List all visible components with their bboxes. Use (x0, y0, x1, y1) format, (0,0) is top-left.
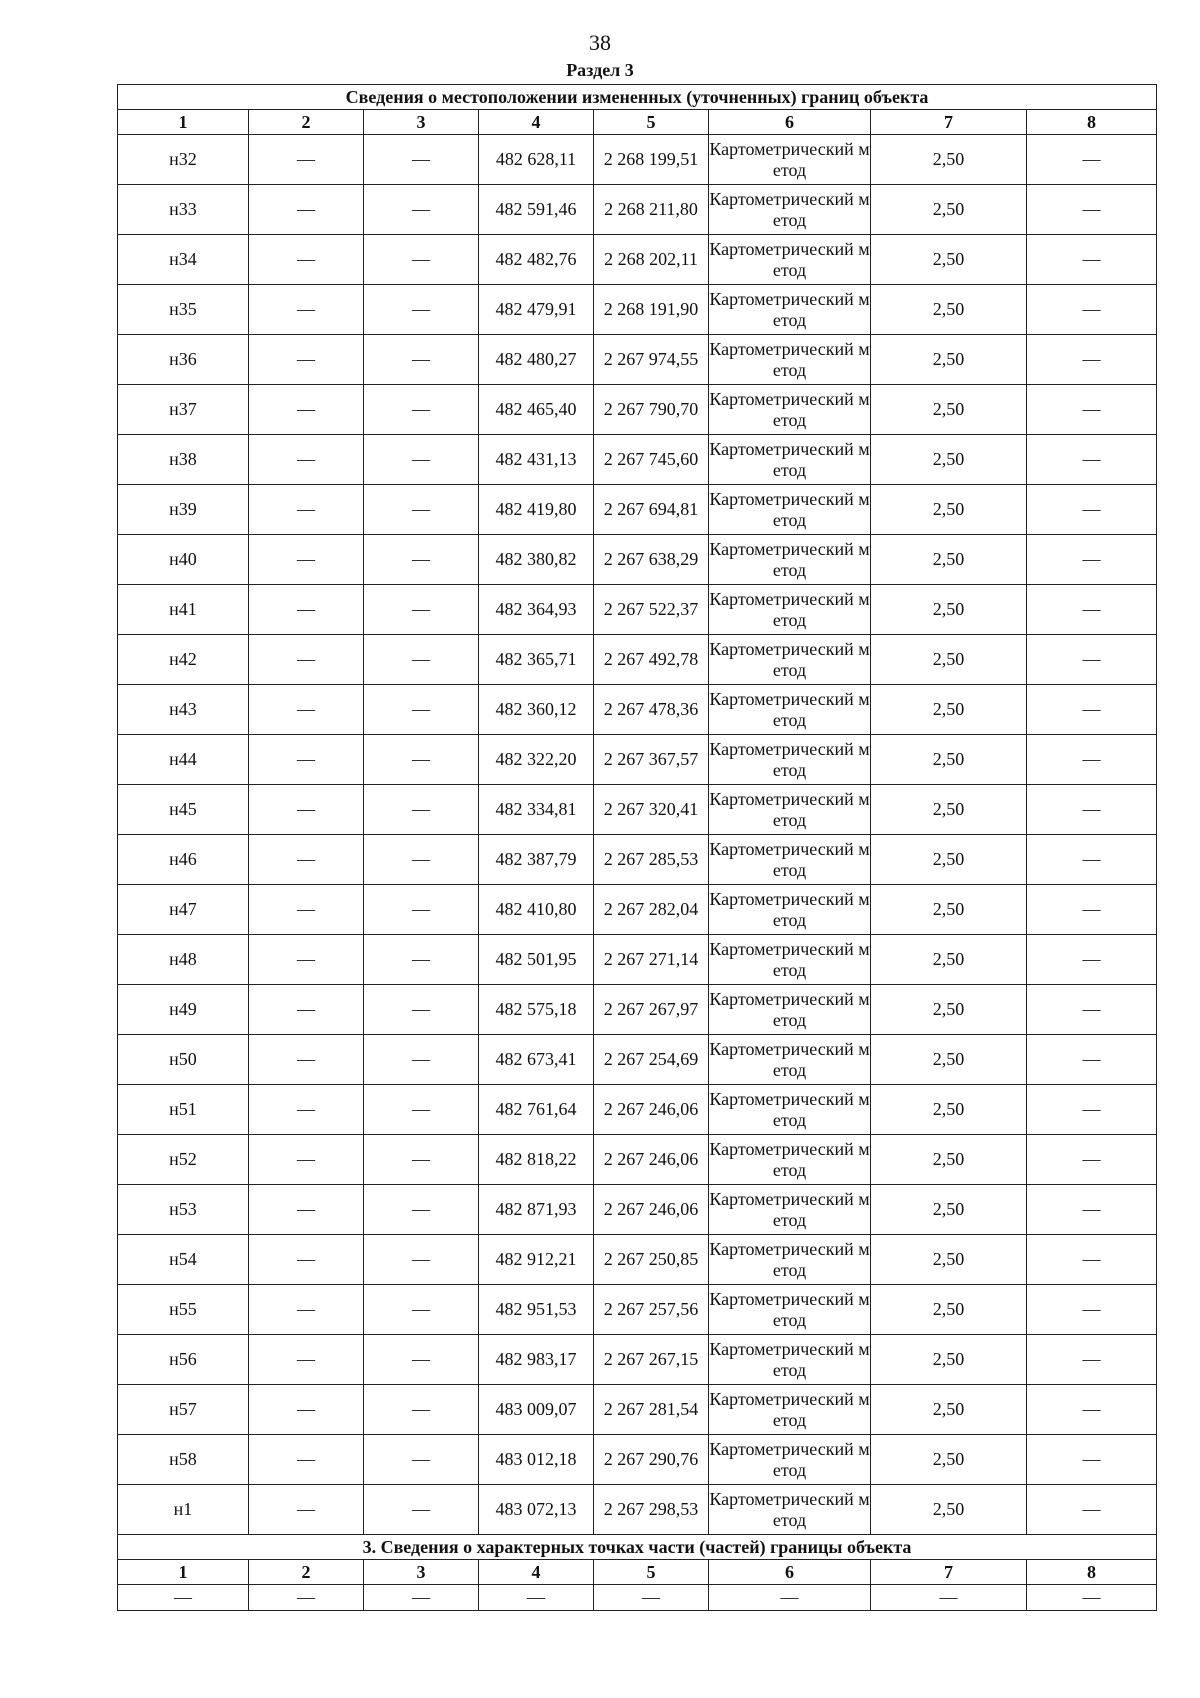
column-header: 5 (594, 1560, 709, 1585)
method-cell: Картометрический метод (709, 585, 871, 635)
page-number: 38 (589, 30, 611, 55)
table-row (118, 785, 1157, 835)
column-header: 7 (871, 110, 1027, 135)
table-row (118, 635, 1157, 685)
x-coordinate-cell: 483 009,07 (479, 1385, 594, 1435)
x-coordinate-cell: 482 365,71 (479, 635, 594, 685)
method-cell: Картометрический метод (709, 635, 871, 685)
accuracy-cell: 2,50 (871, 535, 1027, 585)
y-coordinate-cell: 2 267 790,70 (594, 385, 709, 435)
empty-cell: — (249, 585, 364, 635)
empty-cell: — (364, 1485, 479, 1535)
accuracy-cell: 2,50 (871, 1285, 1027, 1335)
empty-cell: — (364, 585, 479, 635)
y-coordinate-cell: 2 267 367,57 (594, 735, 709, 785)
y-coordinate-cell: 2 267 290,76 (594, 1435, 709, 1485)
empty-cell: — (871, 1585, 1027, 1611)
empty-cell: — (249, 335, 364, 385)
x-coordinate-cell: 482 983,17 (479, 1335, 594, 1385)
method-cell: Картометрический метод (709, 285, 871, 335)
method-cell: Картометрический метод (709, 785, 871, 835)
method-cell: Картометрический метод (709, 985, 871, 1035)
accuracy-cell: 2,50 (871, 1435, 1027, 1485)
footer-column-header-row (118, 1560, 1157, 1585)
method-cell: Картометрический метод (709, 835, 871, 885)
empty-cell: — (1027, 735, 1157, 785)
empty-cell: — (249, 1085, 364, 1135)
point-cell: н43 (118, 685, 249, 735)
column-header: 1 (118, 110, 249, 135)
accuracy-cell: 2,50 (871, 335, 1027, 385)
empty-cell: — (249, 135, 364, 185)
empty-cell: — (364, 835, 479, 885)
empty-cell: — (249, 1235, 364, 1285)
x-coordinate-cell: 482 334,81 (479, 785, 594, 835)
point-cell: н36 (118, 335, 249, 385)
empty-cell: — (249, 1385, 364, 1435)
point-cell: н48 (118, 935, 249, 985)
empty-cell: — (364, 885, 479, 935)
y-coordinate-cell: 2 268 191,90 (594, 285, 709, 335)
empty-cell: — (364, 185, 479, 235)
table-row (118, 685, 1157, 735)
y-coordinate-cell: 2 267 745,60 (594, 435, 709, 485)
empty-cell: — (249, 1335, 364, 1385)
point-cell: н40 (118, 535, 249, 585)
method-cell: Картометрический метод (709, 1485, 871, 1535)
point-cell: н34 (118, 235, 249, 285)
empty-cell: — (364, 1085, 479, 1135)
method-cell: Картометрический метод (709, 1085, 871, 1135)
method-cell: Картометрический метод (709, 1185, 871, 1235)
x-coordinate-cell: 482 951,53 (479, 1285, 594, 1335)
x-coordinate-cell: 482 431,13 (479, 435, 594, 485)
y-coordinate-cell: 2 267 298,53 (594, 1485, 709, 1535)
column-header: 6 (709, 1560, 871, 1585)
x-coordinate-cell: 482 482,76 (479, 235, 594, 285)
table-row (118, 285, 1157, 335)
point-cell: н58 (118, 1435, 249, 1485)
empty-cell: — (249, 685, 364, 735)
table-row (118, 1485, 1157, 1535)
empty-cell: — (1027, 285, 1157, 335)
empty-cell: — (249, 935, 364, 985)
empty-cell: — (1027, 635, 1157, 685)
y-coordinate-cell: 2 267 246,06 (594, 1085, 709, 1135)
x-coordinate-cell: 482 322,20 (479, 735, 594, 785)
x-coordinate-cell: 482 479,91 (479, 285, 594, 335)
table-row (118, 1585, 1157, 1611)
empty-cell: — (1027, 1435, 1157, 1485)
accuracy-cell: 2,50 (871, 885, 1027, 935)
empty-cell: — (1027, 1235, 1157, 1285)
method-cell: Картометрический метод (709, 1335, 871, 1385)
empty-cell: — (364, 1435, 479, 1485)
empty-cell: — (364, 1385, 479, 1435)
column-header: 4 (479, 1560, 594, 1585)
empty-cell: — (249, 235, 364, 285)
empty-cell: — (1027, 385, 1157, 435)
x-coordinate-cell: 482 364,93 (479, 585, 594, 635)
accuracy-cell: 2,50 (871, 1485, 1027, 1535)
empty-cell: — (1027, 135, 1157, 185)
empty-cell: — (364, 1235, 479, 1285)
empty-cell: — (249, 635, 364, 685)
y-coordinate-cell: 2 267 285,53 (594, 835, 709, 885)
method-cell: Картометрический метод (709, 1235, 871, 1285)
accuracy-cell: 2,50 (871, 285, 1027, 335)
empty-cell: — (364, 135, 479, 185)
method-cell: Картометрический метод (709, 385, 871, 435)
y-coordinate-cell: 2 268 202,11 (594, 235, 709, 285)
y-coordinate-cell: 2 267 974,55 (594, 335, 709, 385)
empty-cell: — (364, 535, 479, 585)
table-row (118, 935, 1157, 985)
empty-cell: — (1027, 685, 1157, 735)
accuracy-cell: 2,50 (871, 785, 1027, 835)
point-cell: н37 (118, 385, 249, 435)
y-coordinate-cell: 2 267 638,29 (594, 535, 709, 585)
empty-cell: — (1027, 985, 1157, 1035)
point-cell: н54 (118, 1235, 249, 1285)
x-coordinate-cell: 483 072,13 (479, 1485, 594, 1535)
accuracy-cell: 2,50 (871, 235, 1027, 285)
table-row (118, 1035, 1157, 1085)
x-coordinate-cell: 482 360,12 (479, 685, 594, 735)
empty-cell: — (249, 535, 364, 585)
y-coordinate-cell: 2 268 211,80 (594, 185, 709, 235)
point-cell: н52 (118, 1135, 249, 1185)
accuracy-cell: 2,50 (871, 1085, 1027, 1135)
table-title: Сведения о местоположении измененных (уточненных) границ объекта (118, 85, 1157, 110)
empty-cell: — (1027, 835, 1157, 885)
x-coordinate-cell: 482 419,80 (479, 485, 594, 535)
empty-cell: — (1027, 335, 1157, 385)
y-coordinate-cell: 2 267 267,15 (594, 1335, 709, 1385)
empty-cell: — (364, 1135, 479, 1185)
y-coordinate-cell: 2 267 282,04 (594, 885, 709, 935)
column-header: 3 (364, 110, 479, 135)
y-coordinate-cell: 2 267 267,97 (594, 985, 709, 1035)
empty-cell: — (249, 285, 364, 335)
empty-cell: — (249, 1185, 364, 1235)
accuracy-cell: 2,50 (871, 985, 1027, 1035)
empty-cell: — (364, 735, 479, 785)
point-cell: н51 (118, 1085, 249, 1135)
column-header: 2 (249, 1560, 364, 1585)
point-cell: н41 (118, 585, 249, 635)
empty-cell: — (364, 485, 479, 535)
empty-cell: — (1027, 1185, 1157, 1235)
empty-cell: — (364, 935, 479, 985)
column-header: 2 (249, 110, 364, 135)
empty-cell: — (364, 985, 479, 1035)
accuracy-cell: 2,50 (871, 1135, 1027, 1185)
table-row (118, 135, 1157, 185)
y-coordinate-cell: 2 267 694,81 (594, 485, 709, 535)
table-row (118, 885, 1157, 935)
empty-cell: — (479, 1585, 594, 1611)
method-cell: Картометрический метод (709, 535, 871, 585)
section-label: Раздел 3 (566, 60, 634, 80)
y-coordinate-cell: 2 267 320,41 (594, 785, 709, 835)
accuracy-cell: 2,50 (871, 135, 1027, 185)
table-row (118, 1385, 1157, 1435)
point-cell: н33 (118, 185, 249, 235)
method-cell: Картометрический метод (709, 685, 871, 735)
table-row (118, 985, 1157, 1035)
y-coordinate-cell: 2 267 478,36 (594, 685, 709, 735)
method-cell: Картометрический метод (709, 735, 871, 785)
empty-cell: — (364, 1585, 479, 1611)
accuracy-cell: 2,50 (871, 735, 1027, 785)
empty-cell: — (1027, 485, 1157, 535)
coordinates-table (117, 84, 1157, 1611)
column-header-row (118, 110, 1157, 135)
empty-cell: — (249, 785, 364, 835)
point-cell: н46 (118, 835, 249, 885)
empty-cell: — (1027, 1335, 1157, 1385)
empty-cell: — (249, 835, 364, 885)
empty-cell: — (1027, 585, 1157, 635)
empty-cell: — (594, 1585, 709, 1611)
accuracy-cell: 2,50 (871, 1235, 1027, 1285)
table-row (118, 185, 1157, 235)
accuracy-cell: 2,50 (871, 585, 1027, 635)
method-cell: Картометрический метод (709, 1435, 871, 1485)
empty-cell: — (1027, 435, 1157, 485)
empty-cell: — (249, 485, 364, 535)
empty-cell: — (364, 785, 479, 835)
accuracy-cell: 2,50 (871, 435, 1027, 485)
column-header: 8 (1027, 1560, 1157, 1585)
empty-cell: — (1027, 1585, 1157, 1611)
y-coordinate-cell: 2 267 492,78 (594, 635, 709, 685)
empty-cell: — (249, 385, 364, 435)
method-cell: Картометрический метод (709, 1135, 871, 1185)
table-row (118, 1185, 1157, 1235)
empty-cell: — (249, 1135, 364, 1185)
accuracy-cell: 2,50 (871, 1385, 1027, 1435)
empty-cell: — (709, 1585, 871, 1611)
x-coordinate-cell: 482 628,11 (479, 135, 594, 185)
table-row (118, 1085, 1157, 1135)
x-coordinate-cell: 482 465,40 (479, 385, 594, 435)
empty-cell: — (364, 435, 479, 485)
column-header: 8 (1027, 110, 1157, 135)
y-coordinate-cell: 2 267 246,06 (594, 1185, 709, 1235)
empty-cell: — (249, 735, 364, 785)
x-coordinate-cell: 482 912,21 (479, 1235, 594, 1285)
column-header: 4 (479, 110, 594, 135)
empty-cell: — (1027, 935, 1157, 985)
empty-cell: — (1027, 885, 1157, 935)
table-row (118, 735, 1157, 785)
empty-cell: — (249, 185, 364, 235)
table-row (118, 335, 1157, 385)
point-cell: н56 (118, 1335, 249, 1385)
accuracy-cell: 2,50 (871, 685, 1027, 735)
method-cell: Картометрический метод (709, 1035, 871, 1085)
method-cell: Картометрический метод (709, 335, 871, 385)
column-header: 7 (871, 1560, 1027, 1585)
x-coordinate-cell: 482 818,22 (479, 1135, 594, 1185)
point-cell: н55 (118, 1285, 249, 1335)
x-coordinate-cell: 482 673,41 (479, 1035, 594, 1085)
x-coordinate-cell: 482 591,46 (479, 185, 594, 235)
table-row (118, 585, 1157, 635)
table-row (118, 435, 1157, 485)
empty-cell: — (1027, 1385, 1157, 1435)
table-row (118, 1335, 1157, 1385)
table-row (118, 1435, 1157, 1485)
y-coordinate-cell: 2 267 246,06 (594, 1135, 709, 1185)
column-header: 3 (364, 1560, 479, 1585)
point-cell: н38 (118, 435, 249, 485)
table-row (118, 835, 1157, 885)
empty-cell: — (1027, 535, 1157, 585)
empty-cell: — (364, 685, 479, 735)
method-cell: Картометрический метод (709, 185, 871, 235)
x-coordinate-cell: 482 387,79 (479, 835, 594, 885)
accuracy-cell: 2,50 (871, 1185, 1027, 1235)
x-coordinate-cell: 482 380,82 (479, 535, 594, 585)
y-coordinate-cell: 2 267 281,54 (594, 1385, 709, 1435)
point-cell: н1 (118, 1485, 249, 1535)
y-coordinate-cell: 2 268 199,51 (594, 135, 709, 185)
point-cell: н47 (118, 885, 249, 935)
accuracy-cell: 2,50 (871, 485, 1027, 535)
accuracy-cell: 2,50 (871, 835, 1027, 885)
empty-cell: — (1027, 1085, 1157, 1135)
x-coordinate-cell: 482 410,80 (479, 885, 594, 935)
footer-title: 3. Сведения о характерных точках части (частей) границы объекта (118, 1535, 1157, 1560)
x-coordinate-cell: 482 575,18 (479, 985, 594, 1035)
method-cell: Картометрический метод (709, 1385, 871, 1435)
point-cell: н35 (118, 285, 249, 335)
column-header: 1 (118, 1560, 249, 1585)
column-header: 6 (709, 110, 871, 135)
empty-cell: — (249, 1285, 364, 1335)
empty-cell: — (1027, 235, 1157, 285)
y-coordinate-cell: 2 267 250,85 (594, 1235, 709, 1285)
accuracy-cell: 2,50 (871, 1035, 1027, 1085)
empty-cell: — (364, 1185, 479, 1235)
table-row (118, 235, 1157, 285)
x-coordinate-cell: 482 501,95 (479, 935, 594, 985)
point-cell: н50 (118, 1035, 249, 1085)
empty-cell: — (364, 1335, 479, 1385)
empty-cell: — (249, 435, 364, 485)
table-row (118, 535, 1157, 585)
method-cell: Картометрический метод (709, 235, 871, 285)
accuracy-cell: 2,50 (871, 635, 1027, 685)
method-cell: Картометрический метод (709, 1285, 871, 1335)
y-coordinate-cell: 2 267 271,14 (594, 935, 709, 985)
method-cell: Картометрический метод (709, 435, 871, 485)
empty-cell: — (364, 385, 479, 435)
empty-cell: — (1027, 1285, 1157, 1335)
x-coordinate-cell: 483 012,18 (479, 1435, 594, 1485)
empty-cell: — (249, 1585, 364, 1611)
method-cell: Картометрический метод (709, 885, 871, 935)
empty-cell: — (364, 1035, 479, 1085)
x-coordinate-cell: 482 871,93 (479, 1185, 594, 1235)
empty-cell: — (1027, 185, 1157, 235)
method-cell: Картометрический метод (709, 485, 871, 535)
x-coordinate-cell: 482 480,27 (479, 335, 594, 385)
empty-cell: — (118, 1585, 249, 1611)
table-row (118, 1135, 1157, 1185)
empty-cell: — (364, 235, 479, 285)
table-row (118, 485, 1157, 535)
accuracy-cell: 2,50 (871, 185, 1027, 235)
y-coordinate-cell: 2 267 254,69 (594, 1035, 709, 1085)
point-cell: н45 (118, 785, 249, 835)
point-cell: н42 (118, 635, 249, 685)
empty-cell: — (249, 1035, 364, 1085)
empty-cell: — (249, 1435, 364, 1485)
table-row (118, 1285, 1157, 1335)
method-cell: Картометрический метод (709, 935, 871, 985)
point-cell: н49 (118, 985, 249, 1035)
y-coordinate-cell: 2 267 522,37 (594, 585, 709, 635)
empty-cell: — (364, 1285, 479, 1335)
accuracy-cell: 2,50 (871, 935, 1027, 985)
empty-cell: — (1027, 1135, 1157, 1185)
table-row (118, 385, 1157, 435)
empty-cell: — (1027, 785, 1157, 835)
point-cell: н32 (118, 135, 249, 185)
empty-cell: — (249, 1485, 364, 1535)
empty-cell: — (364, 335, 479, 385)
column-header: 5 (594, 110, 709, 135)
empty-cell: — (364, 635, 479, 685)
point-cell: н57 (118, 1385, 249, 1435)
table-row (118, 1235, 1157, 1285)
y-coordinate-cell: 2 267 257,56 (594, 1285, 709, 1335)
method-cell: Картометрический метод (709, 135, 871, 185)
empty-cell: — (364, 285, 479, 335)
point-cell: н39 (118, 485, 249, 535)
empty-cell: — (1027, 1035, 1157, 1085)
accuracy-cell: 2,50 (871, 385, 1027, 435)
empty-cell: — (249, 985, 364, 1035)
empty-cell: — (1027, 1485, 1157, 1535)
point-cell: н53 (118, 1185, 249, 1235)
point-cell: н44 (118, 735, 249, 785)
accuracy-cell: 2,50 (871, 1335, 1027, 1385)
x-coordinate-cell: 482 761,64 (479, 1085, 594, 1135)
empty-cell: — (249, 885, 364, 935)
